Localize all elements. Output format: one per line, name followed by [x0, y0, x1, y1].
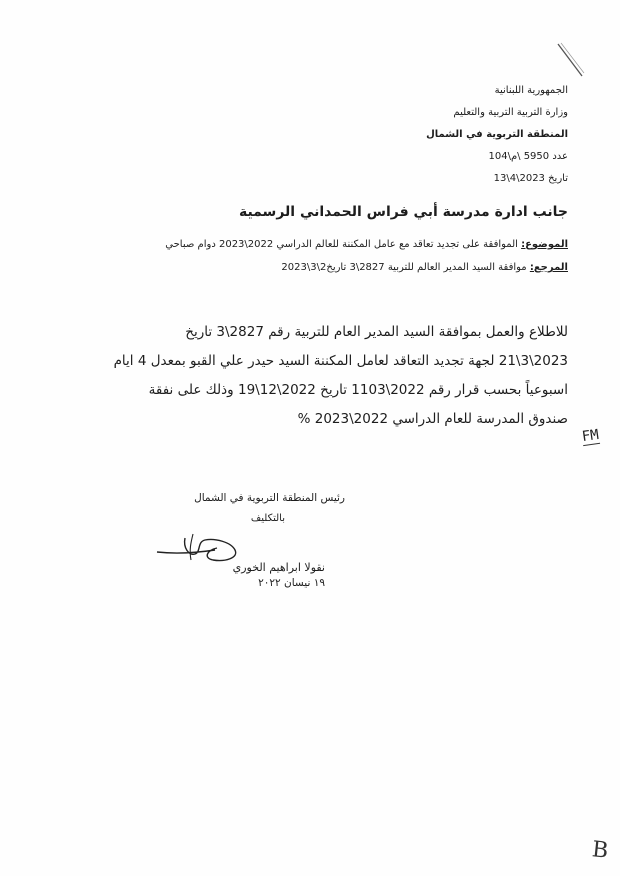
letter-body: [68, 318, 568, 434]
subject-text: الموافقة على تجديد تعاقد مع عامل المكننة للعالم الدراسي 2022\2023 دوام صباحي: [165, 239, 522, 250]
corner-pen-stroke: [556, 42, 586, 82]
body-line-3: اسبوعياً بحسب قرار رقم 2022\1103 تاريخ 2022\12\19 وذلك على نفقة: [148, 382, 568, 398]
handwritten-signature: [155, 530, 250, 570]
signatory-name: نقولا ابراهيم الخوري: [232, 561, 325, 574]
region-line: المنطقة التربوية في الشمال: [426, 129, 568, 140]
reference-line: [48, 262, 568, 273]
body-line-1: للاطلاع والعمل بموافقة السيد المدير العام للتربية رقم 2827\3 تاريخ: [185, 324, 568, 340]
body-line-2: 2023\3\21 لجهة تجديد التعاقد لعامل المكننة السيد حيدر علي القبو بمعدل 4 ايام: [113, 353, 568, 369]
subject-label: الموضوع:: [521, 239, 568, 250]
subject-line: [48, 239, 568, 250]
reference-text: موافقة السيد المدير العالم للتربية 2827\3 تاريخ2\3\2023: [281, 262, 530, 273]
delegation-note: بالتكليف: [250, 513, 285, 524]
margin-initials: FM: [580, 426, 600, 446]
reference-label: المرجع:: [529, 262, 568, 273]
reference-number: عدد 5950 \م\104: [488, 151, 568, 162]
addressee-heading: جانب ادارة مدرسة أبي فراس الحمداني الرسمية: [238, 204, 568, 220]
signature-date: ١٩ نيسان ٢٠٢٢: [258, 577, 325, 589]
letter-date: تاريخ 2023\4\13: [493, 173, 568, 184]
body-line-4: صندوق المدرسة للعام الدراسي 2022\2023 %: [297, 411, 568, 427]
republic-line: الجمهورية اللبنانية: [494, 85, 568, 96]
signature-block: [145, 488, 345, 590]
corner-handwritten-letter: B: [590, 837, 610, 864]
ministry-line: وزارة التربية التربية والتعليم: [453, 107, 568, 118]
letterhead: [308, 80, 568, 190]
signatory-title: رئيس المنطقة التربوية في الشمال: [194, 492, 345, 504]
